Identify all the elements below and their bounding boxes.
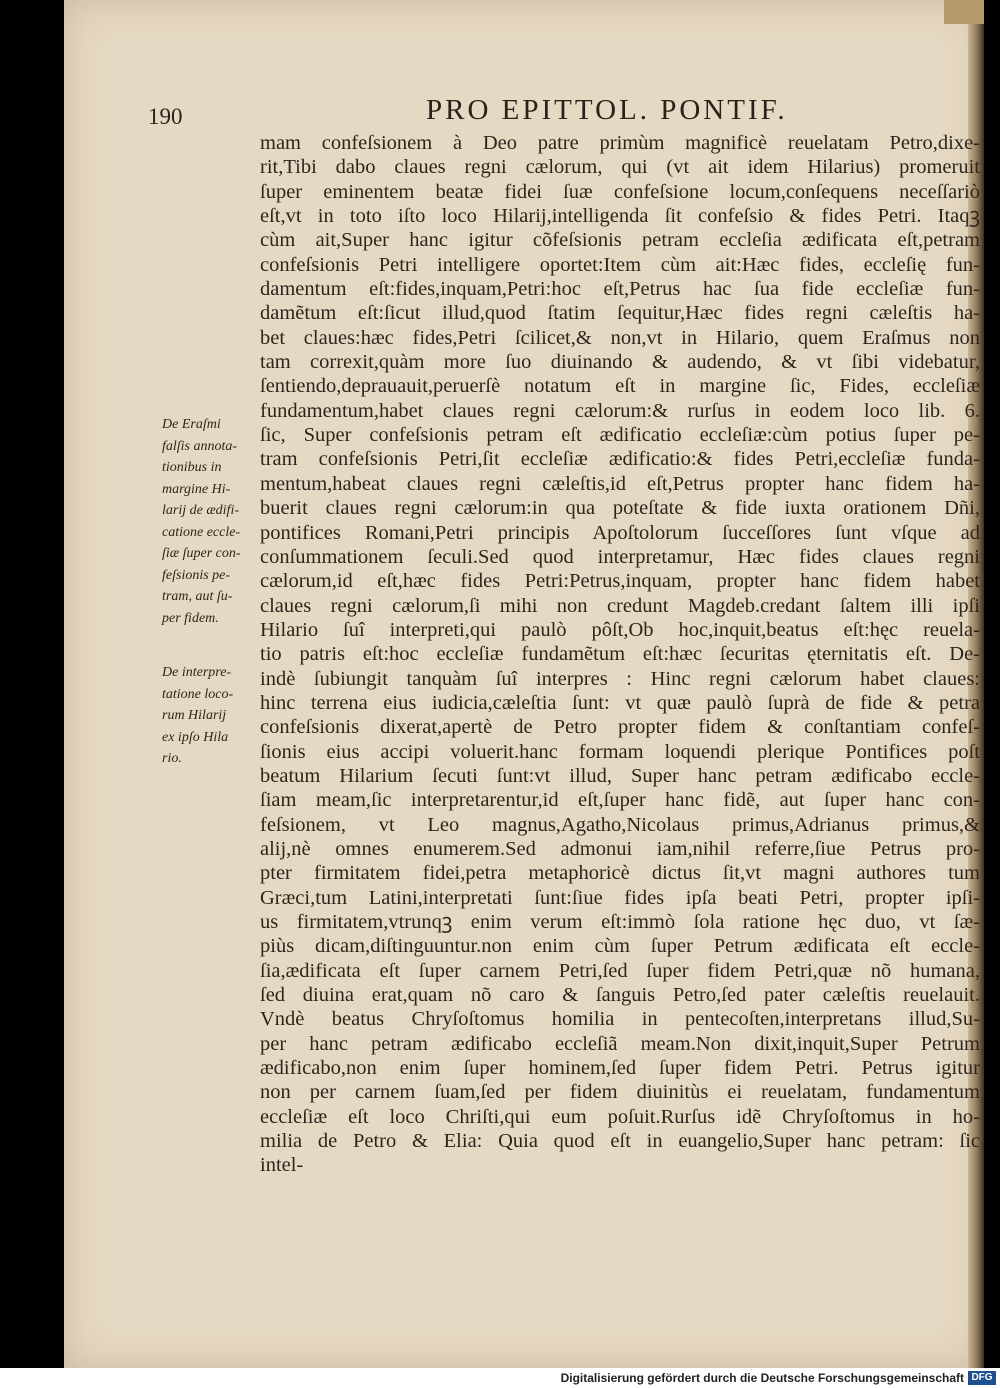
body-text xyxy=(260,131,980,1202)
dfg-logo: DFG xyxy=(968,1371,996,1385)
text-line: cùm ait,Super hanc igitur cõfeſsionis petram eccleſia ædificata eſt,petram xyxy=(260,229,980,252)
marginal-note-hilarius xyxy=(162,662,260,770)
text-line: pter firmitatem fidei,petra metaphoricè dictus ſit,vt magni authores tum xyxy=(260,862,980,885)
catchword xyxy=(260,1178,980,1202)
text-line: per hanc petram ædificabo eccleſiã meam.Non dixit,inquit,Super Petrum xyxy=(260,1032,980,1055)
text-line: ſed diuina erat,quam nõ caro & ſanguis Petro,ſed pater cæleſtis reuelauit. xyxy=(260,984,980,1007)
marginal-line: rio. xyxy=(162,751,182,766)
marginal-line: tatione loco- xyxy=(162,686,234,702)
text-line: rit,Tibi dabo claues regni cælorum, qui (vt ait idem Hilarius) promeruit xyxy=(260,156,980,179)
text-line: milia de Petro & Elia: Quia quod eſt in euangelio,Super hanc petram: ſic xyxy=(260,1130,980,1153)
marginal-line: larij de ædifi- xyxy=(162,503,239,518)
text-line: ſiam meam,ſic interpretarentur,id eſt,ſuper hanc fidẽ, aut ſuper hanc con- xyxy=(260,789,980,812)
text-line: eſt,vt in toto iſto loco Hilarij,intelligenda ſit confeſsio & fides Petri. Itaqꝫ xyxy=(260,205,980,228)
text-line: ſuper eminentem beatæ fidei ſuæ confeſsione locum,conſequens neceſſariò xyxy=(260,180,980,203)
marginal-line: falſis annota- xyxy=(162,438,238,454)
marginal-line: rum Hilarij xyxy=(162,708,227,723)
page-number: 190 xyxy=(148,104,183,129)
text-line: ædificabo,non enim ſuper hominem,ſed ſuper fidem Petri. Petrus igitur xyxy=(260,1057,980,1080)
text-line: ſia,ædificata eſt ſuper carnem Petri,ſed ſuper fidem Petri,quæ nõ humana, xyxy=(260,959,980,982)
text-line: ſionis eius accipi voluerit.hanc formam loquendi plerique Pontifices poſt xyxy=(260,740,980,763)
text-line: cælorum,id eſt,hæc fides Petri:Petrus,inquam, propter hanc fidem habet xyxy=(260,570,980,593)
text-line: confeſsionis Petri intelligere oportet:Item cùm ait:Hæc fides, eccleſię fun- xyxy=(260,253,980,276)
text-line: eccleſiæ eſt loco Chriſti,qui eum poſuit.Rurſus idẽ Chryſoſtomus in ho- xyxy=(260,1105,980,1128)
text-line: us firmitatem,vtrunqꝫ enim verum eſt:immò ſola ratione hęc duo, vt ſæ- xyxy=(260,911,980,933)
text-line: tram confeſsionis Petri,ſit eccleſiæ ædificatio:& fides Petri,eccleſiæ funda- xyxy=(260,448,980,471)
text-line: fundamentum,habet claues regni cælorum:& rurſus in eodem loco lib. 6. xyxy=(260,399,980,422)
marginal-line: feſsionis pe- xyxy=(162,567,231,583)
footer-bar xyxy=(0,1368,1000,1388)
text-line: non per carnem ſuam,ſed per fidem diuinitùs ei reuelatam, fundamentum xyxy=(260,1081,980,1104)
text-line: ſentiendo,deprauauit,peruerſè notatum eſt in margine ſic, Fides, eccleſiæ xyxy=(260,375,980,398)
text-line: beatum Hilarium ſecuti ſunt:vt illud, Super hanc petram ædificabo eccle- xyxy=(260,764,980,787)
marginal-line: margine Hi- xyxy=(162,481,231,497)
marginal-line: tionibus in xyxy=(162,460,222,475)
text-line: damẽtum eſt:ſicut illud,quod ſtatim ſequitur,Hæc fides regni cæleſtis ha- xyxy=(260,302,980,325)
marginal-line: De interpre- xyxy=(162,665,232,680)
marginal-line: ſiæ ſuper con- xyxy=(162,546,241,561)
marginal-line: tram, aut ſu- xyxy=(162,589,233,604)
text-line: Græci,tum Latini,interpretati ſunt:ſiue fides ipſa beati Petri, propter ipſi- xyxy=(260,886,980,909)
text-line: buerit claues regni cælorum:in qua poteſtate & fide iuxta orationem Dñi, xyxy=(260,497,980,520)
text-line: claues regni cælorum,ſi mihi non credunt Magdeb.credant ſaltem illi ipſi xyxy=(260,594,980,617)
text-line: conſummationem ſeculi.Sed quod interpretamur, Hæc fides claues regni xyxy=(260,545,980,568)
marginal-line: catione eccle- xyxy=(162,524,241,540)
text-line: alij,nè omnes enumerem.Sed admonui iam,nihil referre,ſiue Petrus pro- xyxy=(260,837,980,860)
marginal-note-erasmus xyxy=(162,414,260,629)
text-line: ſic, Super confeſsionis petram eſt ædificatio eccleſiæ:cùm potius ſuper pe- xyxy=(260,424,980,447)
digitization-credit: Digitalisierung gefördert durch die Deutsche Forschungsgemeinschaft xyxy=(560,1371,964,1385)
text-line: piùs dicam,diſtinguuntur.non enim cùm ſuper Petrum ædificata eſt eccle- xyxy=(260,935,980,958)
text-line: Vndè beatus Chryſoſtomus homilia in pentecoſten,interpretans illud,Su- xyxy=(260,1008,980,1031)
marginal-line: ex ipſo Hila xyxy=(162,729,229,745)
page-corner xyxy=(944,0,984,24)
text-line: confeſsionis dixerat,apertè de Petro propter fidem & conſtantiam confeſ- xyxy=(260,716,980,739)
text-line: pontifices Romani,Petri principis Apoſtolorum ſucceſſores ſunt vſque ad xyxy=(260,521,980,544)
text-line: hinc terrena eius iudicia,cæleſtia ſunt: vt quæ paulò ſuprà de fide & petra xyxy=(260,691,980,714)
text-line: tam correxit,quàm more ſuo diuinando & audendo, & vt ſibi videbatur, xyxy=(260,351,980,374)
marginal-line: De Eraſmi xyxy=(162,417,221,432)
text-line: bet claues:hæc fides,Petri ſcilicet,& non,vt in Hilario, quem Eraſmus non xyxy=(260,326,980,349)
running-head: PRO EPITTOL. PONTIF. xyxy=(426,94,788,126)
marginal-line: per fidem. xyxy=(162,610,219,626)
text-line: tio patris eſt:hoc eccleſiæ fundamẽtum eſt:hæc ſecuritas ęternitatis eſt. De- xyxy=(260,643,980,666)
text-line: Hilario ſuî interpreti,qui paulò pôſt,Ob hoc,inquit,beatus eſt:hęc reuela- xyxy=(260,618,980,641)
text-line: intel- xyxy=(260,1154,304,1177)
text-line: indè ſubiungit tanquàm ſuî interpres : Hinc regni cælorum habet claues: xyxy=(260,667,980,690)
text-line: mam confeſsionem à Deo patre primùm magnificè reuelatam Petro,dixe- xyxy=(260,132,980,154)
text-line: mentum,habeat claues regni cæleſtis,id eſt,Petrus propter hanc fidem ha- xyxy=(260,472,980,495)
text-line: feſsionem, vt Leo magnus,Agatho,Nicolaus primus,Adrianus primus,& xyxy=(260,813,980,836)
text-line: damentum eſt:fides,inquam,Petri:hoc eſt,Petrus hac ſua fide eccleſiæ fun- xyxy=(260,278,980,301)
